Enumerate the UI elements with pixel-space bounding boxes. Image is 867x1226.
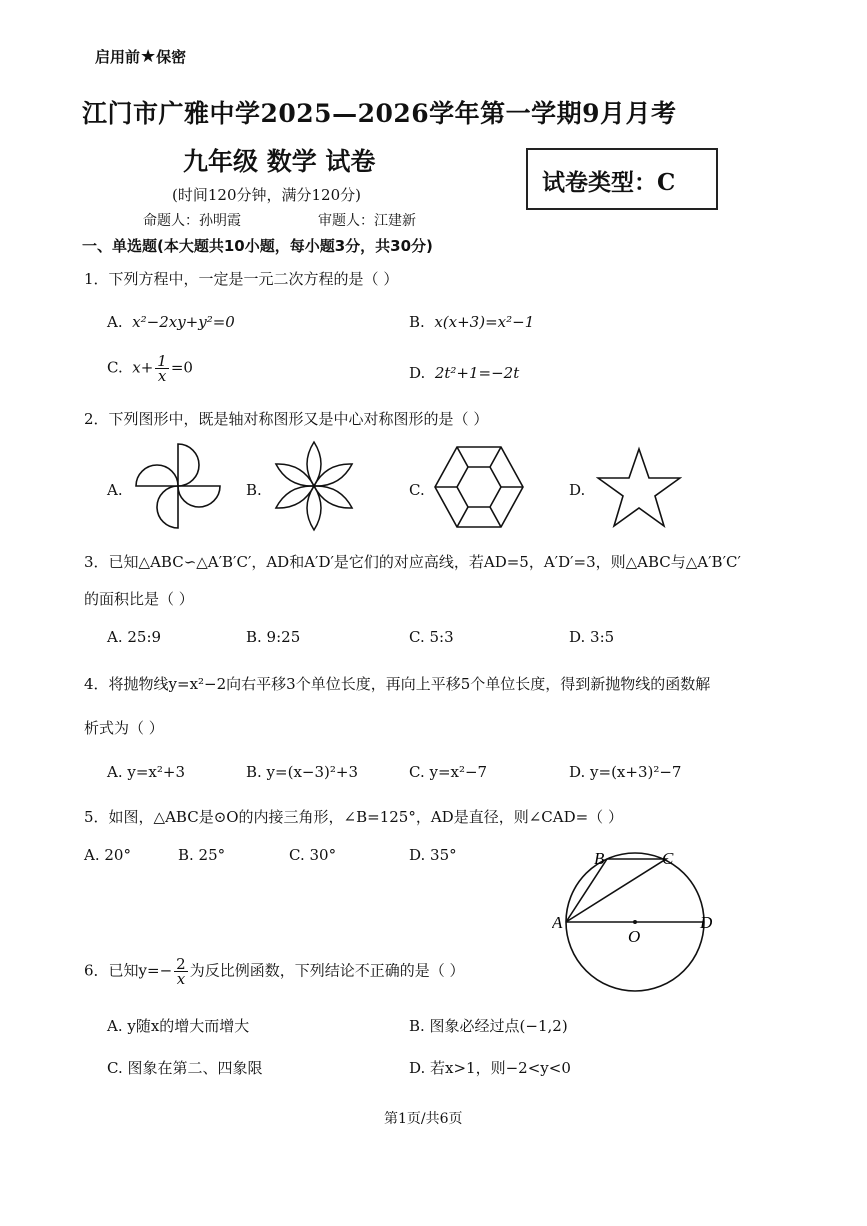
confidential-pre: 启用前 [95,48,141,66]
q3-option-c: C. 5:3 [409,628,454,646]
q1-c-label: C. [107,358,123,377]
q1-b-text: x(x+3)=x²−1 [434,313,535,331]
q1-c-numerator: 1 [157,352,167,370]
question-6-stem [84,957,464,986]
point-b-label: B [594,849,605,868]
q6-option-c: C. 图象在第二、四象限 [107,1059,263,1077]
q2-d-label: D. [569,481,586,499]
question-3-stem-line1: 3．已知△ABC∽△A′B′C′，AD和A′D′是它们的对应高线，若AD=5，A′D′=3，则△ABC与△A′B′C′ [84,553,741,571]
q1-option-c [107,354,193,383]
question-4-stem-line2: 析式为（ ） [84,719,164,737]
q1-b-label: B. [409,313,425,331]
six-petal-flower-figure [268,440,360,532]
q4-option-b: B. y=(x−3)²+3 [246,763,359,781]
q3-option-d: D. 3:5 [569,628,615,646]
q6-denominator: x [176,970,186,988]
q4-option-d: D. y=(x+3)²−7 [569,763,682,781]
q1-option-d [409,364,519,382]
point-d-label: D [700,913,713,932]
question-1-stem: 1．下列方程中，一定是一元二次方程的是（ ） [84,270,399,288]
exam-subtitle: 九年级 数学 试卷 [183,147,376,176]
paper-type-box [526,148,718,210]
q6-option-a: A. y随x的增大而增大 [107,1017,250,1035]
q3-option-a: A. 25:9 [107,628,162,646]
q1-d-text: 2t²+1=−2t [434,364,520,382]
q5-option-c: C. 30° [289,846,337,864]
q6-fraction [174,957,188,986]
q2-b-label: B. [246,481,262,499]
q1-option-a [107,313,235,331]
q1-c-fraction [155,354,169,383]
star-icon: ★ [140,46,157,67]
confidential-note [95,46,186,67]
q1-d-label: D. [409,364,426,382]
point-c-label: C [662,849,674,868]
q6-stem-pre: 6．已知y=− [84,961,173,980]
q1-option-b [409,313,534,331]
recycle-hexagon-figure [432,444,526,530]
q6-stem-post: 为反比例函数，下列结论不正确的是（ ） [189,961,465,980]
q1-a-label: A. [107,313,123,331]
q6-numerator: 2 [176,955,186,973]
section-heading: 一、单选题(本大题共10小题，每小题3分，共30分) [82,237,433,255]
q1-c-denominator: x [157,367,167,385]
q1-c-post: =0 [170,358,193,377]
q1-c-pre: x+ [132,358,154,377]
time-note: (时间120分钟，满分120分) [172,186,361,204]
five-point-star-figure [596,446,682,530]
paper-type-label: 试卷类型：C [542,169,676,196]
q3-option-b: B. 9:25 [246,628,301,646]
confidential-post: 保密 [156,48,187,66]
question-4-stem-line1: 4．将抛物线y=x²−2向右平移3个单位长度，再向上平移5个单位长度，得到新抛物线的函数解 [84,675,711,693]
q6-option-d: D. 若x>1，则−2<y<0 [409,1059,571,1077]
question-3-stem-line2: 的面积比是（ ） [84,590,194,608]
q5-option-d: D. 35° [409,846,457,864]
circle-geometry-figure [552,842,722,992]
reviewer: 审题人：江建新 [318,213,416,229]
q5-option-a: A. 20° [84,846,131,864]
q1-a-text: x²−2xy+y²=0 [132,313,235,331]
exam-title: 江门市广雅中学2025—2026学年第一学期9月月考 [82,99,677,128]
pinwheel-figure [132,440,224,532]
q5-option-b: B. 25° [178,846,226,864]
point-a-label: A [552,913,563,932]
q6-option-b: B. 图象必经过点(−1,2) [409,1017,568,1035]
page-number: 第1页/共6页 [384,1111,463,1127]
q2-c-label: C. [409,481,425,499]
proposer: 命题人：孙明霞 [143,213,241,229]
q2-a-label: A. [107,481,123,499]
point-o-label: O [628,927,641,946]
question-5-stem: 5．如图，△ABC是⊙O的内接三角形，∠B=125°，AD是直径，则∠CAD=（ ） [84,808,623,826]
q4-option-a: A. y=x²+3 [107,763,185,781]
q4-option-c: C. y=x²−7 [409,763,488,781]
question-2-stem: 2．下列图形中，既是轴对称图形又是中心对称图形的是（ ） [84,410,489,428]
